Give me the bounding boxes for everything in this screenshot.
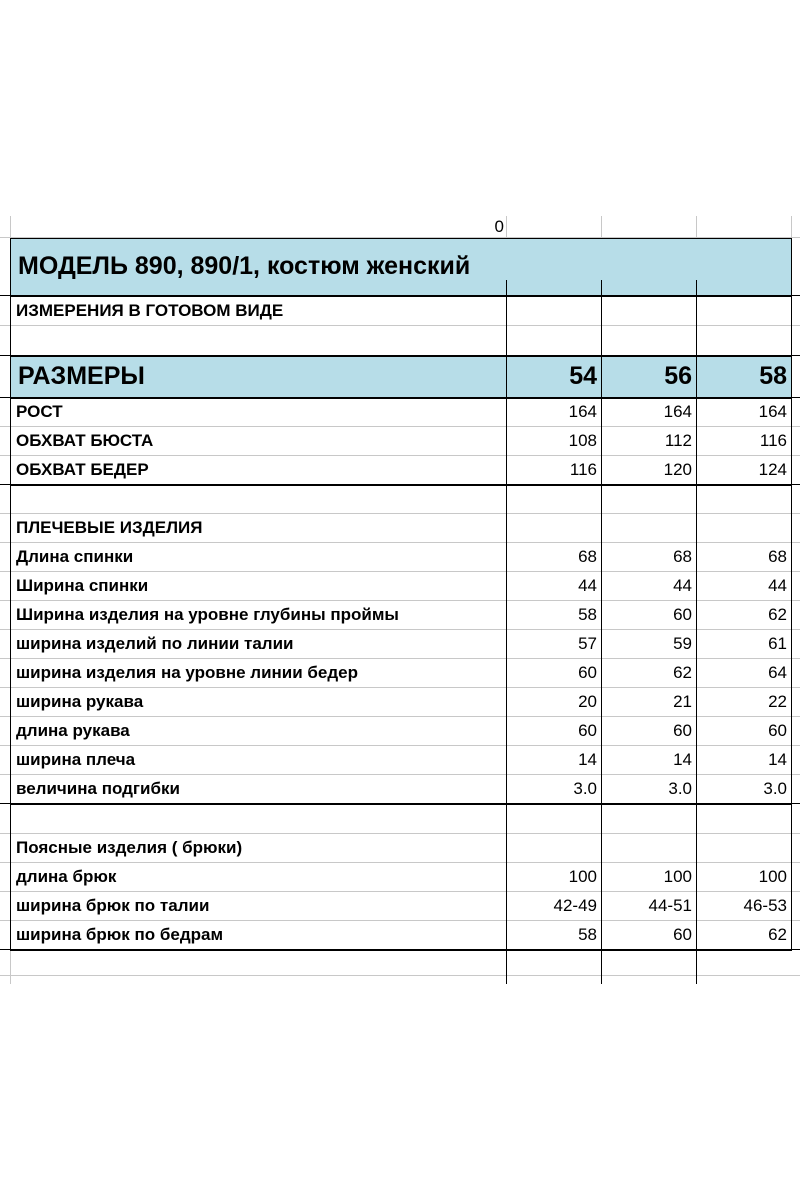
table-border-sizes [10, 356, 792, 399]
top-cell-value: 0 [494, 217, 504, 236]
row-label: длина брюк [16, 867, 117, 886]
size-58: 58 [759, 362, 787, 390]
value-58: 61 [768, 634, 787, 653]
size-54: 54 [569, 362, 597, 390]
value-54: 44 [578, 576, 597, 595]
value-54: 20 [578, 692, 597, 711]
value-56: 62 [673, 663, 692, 682]
value-58: 14 [768, 750, 787, 769]
table-border-body [10, 398, 792, 486]
subtitle: ИЗМЕРЕНИЯ В ГОТОВОМ ВИДЕ [16, 300, 284, 320]
value-56: 112 [664, 431, 692, 450]
value-58: 164 [758, 402, 787, 421]
table-border-section1 [10, 485, 792, 805]
value-58: 62 [768, 605, 787, 624]
section-title: Поясные изделия ( брюки) [16, 838, 243, 857]
row-label: ширина брюк по талии [16, 896, 210, 915]
column-divider [696, 280, 697, 984]
table-border-title [10, 238, 792, 297]
value-56: 60 [673, 721, 692, 740]
row-label: ширина изделия на уровне линии бедер [16, 663, 359, 682]
page-title: МОДЕЛЬ 890, 890/1, костюм женский [18, 252, 471, 280]
row-label: Длина спинки [16, 547, 134, 566]
row-label: Ширина изделия на уровне глубины проймы [16, 605, 399, 624]
value-54: 68 [578, 547, 597, 566]
value-54: 58 [578, 605, 597, 624]
row-label: ОБХВАТ БЮСТА [16, 431, 154, 450]
value-54: 60 [578, 721, 597, 740]
row-label: Ширина спинки [16, 576, 149, 595]
value-54: 108 [568, 431, 597, 450]
row-label: ширина плеча [16, 750, 136, 769]
value-54: 60 [578, 663, 597, 682]
row-label: ОБХВАТ БЕДЕР [16, 460, 149, 479]
value-58: 46-53 [743, 896, 787, 915]
value-56: 60 [673, 925, 692, 944]
column-divider [601, 280, 602, 984]
empty-row [0, 950, 800, 976]
value-54: 57 [578, 634, 597, 653]
value-56: 164 [663, 402, 692, 421]
value-58: 64 [768, 663, 787, 682]
row-label: длина рукава [16, 721, 130, 740]
table-border-main [10, 296, 792, 357]
value-58: 44 [768, 576, 787, 595]
value-56: 14 [673, 750, 692, 769]
value-56: 44 [673, 576, 692, 595]
value-56: 68 [673, 547, 692, 566]
sizes-label: РАЗМЕРЫ [18, 362, 145, 390]
section-title: ПЛЕЧЕВЫЕ ИЗДЕЛИЯ [16, 518, 203, 537]
value-58: 3.0 [763, 779, 787, 798]
value-54: 164 [568, 402, 597, 421]
value-58: 22 [768, 692, 787, 711]
row-label: величина подгибки [16, 779, 180, 798]
value-54: 42-49 [553, 896, 597, 915]
value-56: 44-51 [648, 896, 692, 915]
size-56: 56 [664, 362, 692, 390]
value-56: 59 [673, 634, 692, 653]
row-label: РОСТ [16, 402, 63, 421]
spreadsheet [0, 216, 800, 984]
value-54: 14 [578, 750, 597, 769]
row-label: ширина рукава [16, 692, 144, 711]
row-top [0, 216, 800, 238]
column-divider [506, 280, 507, 984]
value-58: 68 [768, 547, 787, 566]
value-56: 100 [663, 867, 692, 886]
value-56: 21 [673, 692, 692, 711]
value-58: 116 [759, 431, 787, 450]
value-56: 60 [673, 605, 692, 624]
value-56: 3.0 [668, 779, 692, 798]
value-54: 100 [568, 867, 597, 886]
value-58: 62 [768, 925, 787, 944]
value-54: 116 [569, 460, 597, 479]
value-54: 58 [578, 925, 597, 944]
table-border-section2 [10, 804, 792, 951]
value-54: 3.0 [573, 779, 597, 798]
value-58: 100 [758, 867, 787, 886]
value-56: 120 [663, 460, 692, 479]
row-label: ширина изделий по линии талии [16, 634, 294, 653]
row-label: ширина брюк по бедрам [16, 925, 224, 944]
value-58: 124 [758, 460, 787, 479]
value-58: 60 [768, 721, 787, 740]
